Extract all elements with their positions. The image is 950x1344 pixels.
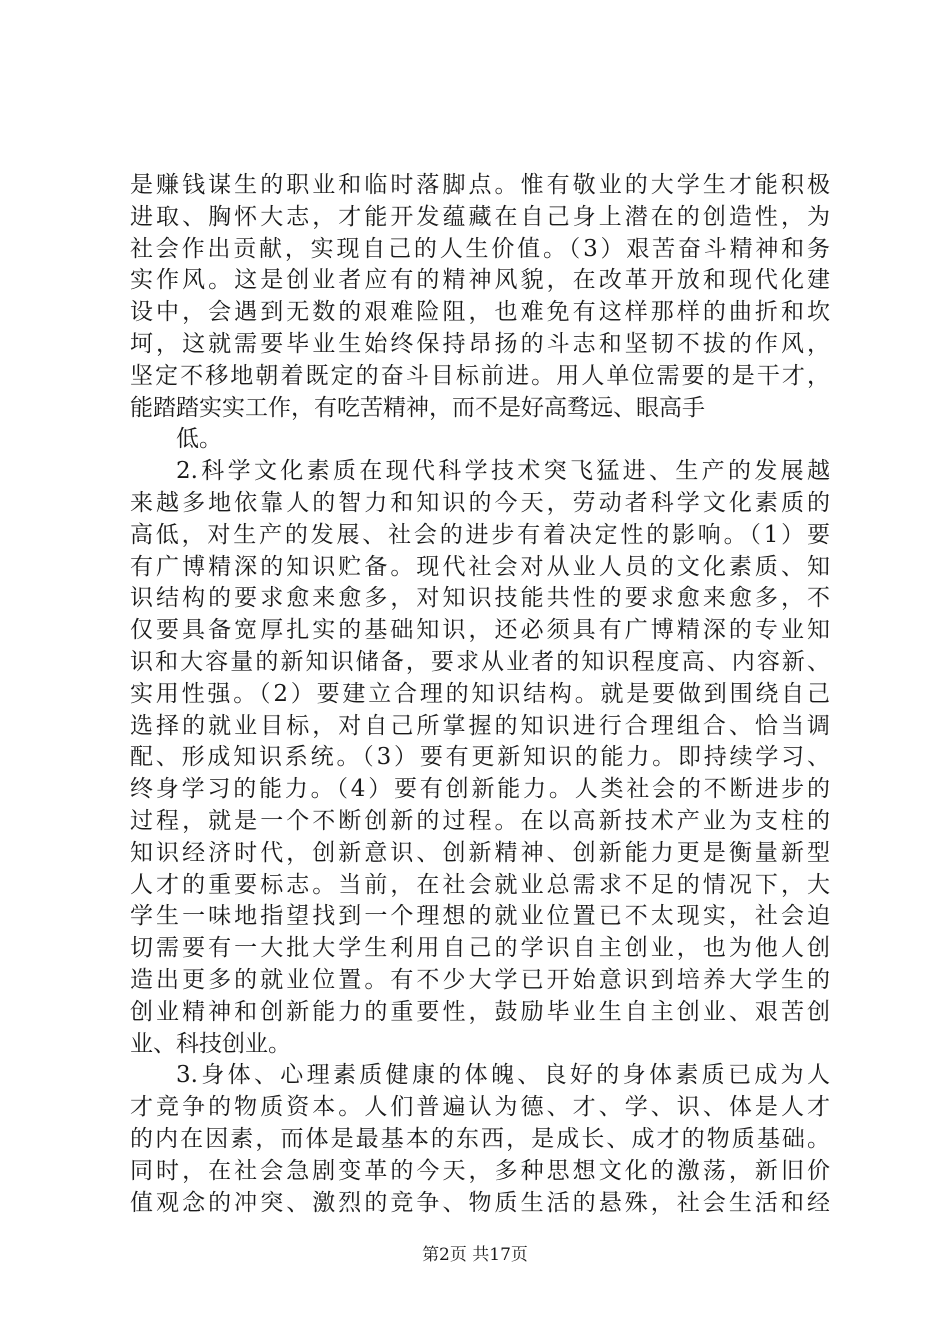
text-line: 创业精神和创新能力的重要性，鼓励毕业生自主创业、艰苦创 <box>130 998 830 1025</box>
text-line: 来越多地依靠人的智力和知识的今天，劳动者科学文化素质的 <box>130 489 830 516</box>
text-line: 知识经济时代，创新意识、创新精神、创新能力更是衡量新型 <box>130 839 830 866</box>
text-line: 社会作出贡献，实现自己的人生价值。（3）艰苦奋斗精神和务 <box>130 235 830 262</box>
text-line: 实用性强。（2）要建立合理的知识结构。就是要做到围绕自己 <box>130 680 830 707</box>
text-line: 的内在因素，而体是最基本的东西，是成长、成才的物质基础。 <box>130 1125 830 1152</box>
text-line: 学生一味地指望找到一个理想的就业位置已不太现实，社会迫 <box>130 903 830 930</box>
text-line: 2.科学文化素质在现代科学技术突飞猛进、生产的发展越 <box>176 458 830 485</box>
text-line: 3.身体、心理素质健康的体魄、良好的身体素质已成为人 <box>176 1062 830 1089</box>
text-line: 识结构的要求愈来愈多，对知识技能共性的要求愈来愈多，不 <box>130 585 830 612</box>
paragraph <box>130 170 830 456</box>
text-line: 切需要有一大批大学生利用自己的学识自主创业，也为他人创 <box>130 935 830 962</box>
paragraph <box>130 1060 830 1219</box>
text-line: 实作风。这是创业者应有的精神风貌，在改革开放和现代化建 <box>130 267 830 294</box>
text-line: 值观念的冲突、激烈的竞争、物质生活的悬殊，社会生活和经 <box>130 1189 830 1216</box>
page-number-footer: 第2页 共17页 <box>422 1245 528 1265</box>
text-line: 过程，就是一个不断创新的过程。在以高新技术产业为支柱的 <box>130 807 830 834</box>
body-text <box>130 170 830 1219</box>
text-line: 进取、胸怀大志，才能开发蕴藏在自己身上潜在的创造性，为 <box>130 203 830 230</box>
paragraph <box>130 456 830 1060</box>
text-line: 识和大容量的新知识储备，要求从业者的知识程度高、内容新、 <box>130 648 830 675</box>
text-line: 同时，在社会急剧变革的今天，多种思想文化的激荡，新旧价 <box>130 1157 830 1184</box>
text-line: 选择的就业目标，对自己所掌握的知识进行合理组合、恰当调 <box>130 712 830 739</box>
text-line: 业、科技创业。 <box>130 1030 291 1057</box>
text-line: 低。 <box>176 426 222 453</box>
text-line: 仅要具备宽厚扎实的基础知识，还必须具有广博精深的专业知 <box>130 617 830 644</box>
text-line: 坷，这就需要毕业生始终保持昂扬的斗志和坚韧不拔的作风， <box>130 330 830 357</box>
text-line: 造出更多的就业位置。有不少大学已开始意识到培养大学生的 <box>130 966 830 993</box>
text-line: 是赚钱谋生的职业和临时落脚点。惟有敬业的大学生才能积极 <box>130 172 830 198</box>
text-line: 终身学习的能力。（4）要有创新能力。人类社会的不断进步的 <box>130 776 830 803</box>
text-line: 设中，会遇到无数的艰难险阻，也难免有这样那样的曲折和坎 <box>130 299 830 326</box>
text-line: 坚定不移地朝着既定的奋斗目标前进。用人单位需要的是干才， <box>130 362 830 389</box>
text-line: 能踏踏实实工作，有吃苦精神，而不是好高骛远、眼高手 <box>130 394 705 421</box>
text-line: 有广博精深的知识贮备。现代社会对从业人员的文化素质、知 <box>130 553 830 580</box>
text-line: 才竞争的物质资本。人们普遍认为德、才、学、识、体是人才 <box>130 1094 830 1121</box>
text-line: 配、形成知识系统。（3）要有更新知识的能力。即持续学习、 <box>130 744 830 771</box>
text-line: 高低，对生产的发展、社会的进步有着决定性的影响。（1）要 <box>130 521 830 548</box>
text-line: 人才的重要标志。当前，在社会就业总需求不足的情况下，大 <box>130 871 830 898</box>
